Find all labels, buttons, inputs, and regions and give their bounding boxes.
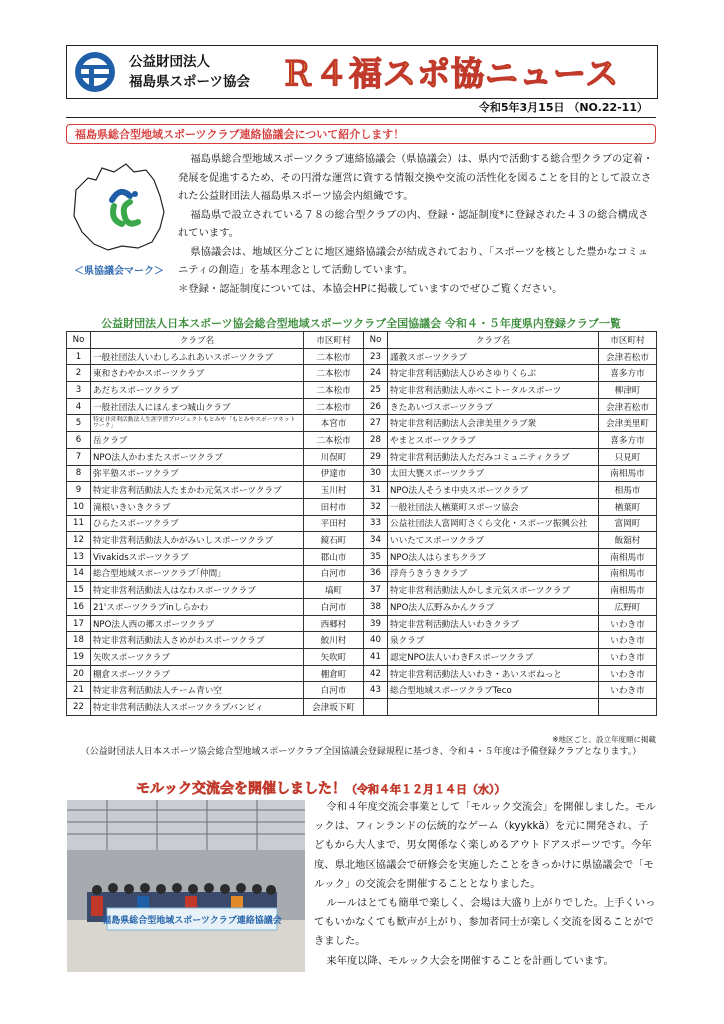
club-table <box>66 331 657 716</box>
club-name: 太田大甕スポーツクラブ <box>388 465 599 482</box>
club-name: 一般社団法人にほんまつ城山クラブ <box>91 398 304 415</box>
club-city: 二本松市 <box>304 432 364 449</box>
page-header <box>66 45 658 99</box>
table-row <box>67 565 657 582</box>
header-club-right: クラブ名 <box>388 332 599 349</box>
table-row <box>67 548 657 565</box>
table-row <box>67 599 657 616</box>
club-number: 8 <box>67 465 91 482</box>
club-name: 特定非営利活動法人はなわスポーツクラブ <box>91 582 304 599</box>
table-row <box>67 665 657 682</box>
club-name: 公益社団法人富岡町さくら文化・スポーツ振興公社 <box>388 515 599 532</box>
club-number: 32 <box>364 498 388 515</box>
club-name: NPO法人西の郷スポーツクラブ <box>91 615 304 632</box>
club-city: 楢葉町 <box>599 498 657 515</box>
club-city: 二本松市 <box>304 398 364 415</box>
club-name: NPO法人かわまたスポーツクラブ <box>91 448 304 465</box>
club-city: 西郷村 <box>304 615 364 632</box>
section2-body <box>314 798 656 971</box>
club-name: 棚倉スポーツクラブ <box>91 665 304 682</box>
club-number: 25 <box>364 382 388 399</box>
table-row <box>67 365 657 382</box>
club-number: 15 <box>67 582 91 599</box>
club-city: 本宮市 <box>304 415 364 432</box>
club-city: 鮫川村 <box>304 632 364 649</box>
section1-paragraph-3: 県協議会は、地域区分ごとに地区連絡協議会が結成されており、「スポーツを核とした豊かなコミュニティの創造」を基本理念として活動しています。 <box>178 245 648 276</box>
club-number: 29 <box>364 448 388 465</box>
club-name: あだちスポーツクラブ <box>91 382 304 399</box>
club-name: 矢吹スポーツクラブ <box>91 649 304 666</box>
section1-body <box>178 150 654 298</box>
table-row <box>67 615 657 632</box>
club-city: 相馬市 <box>599 482 657 499</box>
club-name: 特定非営利活動法人チーム青い空 <box>91 682 304 699</box>
club-number: 35 <box>364 548 388 565</box>
club-number: 19 <box>67 649 91 666</box>
club-name: 弥平塾スポーツクラブ <box>91 465 304 482</box>
club-number: 38 <box>364 599 388 616</box>
club-city: 田村市 <box>304 498 364 515</box>
club-name: NPO法人広野みかんクラブ <box>388 599 599 616</box>
table-note: ※地区ごと、設立年度順に掲載 <box>552 735 656 744</box>
section2-paragraph-2: ルールはとても簡単で楽しく、会場は大盛り上がりでした。上手くいってもいかなくても歓声が上がり、参加者同士が楽しく交流を図ることができました。 <box>314 897 656 948</box>
club-number: 26 <box>364 398 388 415</box>
event-group-photo <box>67 800 305 972</box>
club-name: 総合型地域スポーツクラブTeco <box>388 682 599 699</box>
club-number: 9 <box>67 482 91 499</box>
club-city: 広野町 <box>599 599 657 616</box>
club-number: 27 <box>364 415 388 432</box>
club-city: 郡山市 <box>304 548 364 565</box>
table-row <box>67 398 657 415</box>
club-number: 6 <box>67 432 91 449</box>
club-city: 矢吹町 <box>304 649 364 666</box>
club-name: 特定非営利活動法人赤べこトータルスポーツ <box>388 382 599 399</box>
club-city: 南相馬市 <box>599 465 657 482</box>
table-row <box>67 532 657 549</box>
club-name: 総合型地域スポーツクラブ｢仲間｣ <box>91 565 304 582</box>
club-city: 棚倉町 <box>304 665 364 682</box>
club-number: 4 <box>67 398 91 415</box>
club-city: 南相馬市 <box>599 582 657 599</box>
table-row <box>67 682 657 699</box>
club-name: 岳クラブ <box>91 432 304 449</box>
club-number: 14 <box>67 565 91 582</box>
photo-banner-text: 福島県総合型地域スポーツクラブ連絡協議会 <box>102 916 282 926</box>
club-name: Vivakidsスポーツクラブ <box>91 548 304 565</box>
club-city: 南相馬市 <box>599 565 657 582</box>
club-number: 36 <box>364 565 388 582</box>
club-city: 喜多方市 <box>599 365 657 382</box>
club-number: 39 <box>364 615 388 632</box>
club-city: 柳津町 <box>599 382 657 399</box>
club-name: 泉クラブ <box>388 632 599 649</box>
club-city: いわき市 <box>599 682 657 699</box>
club-number: 43 <box>364 682 388 699</box>
club-city: 平田村 <box>304 515 364 532</box>
club-name: 滝根いきいきクラブ <box>91 498 304 515</box>
club-city: いわき市 <box>599 665 657 682</box>
association-logo-icon <box>73 50 117 94</box>
club-number: 16 <box>67 599 91 616</box>
club-city: 富岡町 <box>599 515 657 532</box>
club-number: 34 <box>364 532 388 549</box>
club-name: NPO法人はらまちクラブ <box>388 548 599 565</box>
club-number: 5 <box>67 415 91 432</box>
club-city: 塙町 <box>304 582 364 599</box>
header-city-right: 市区町村 <box>599 332 657 349</box>
club-city: 会津美里町 <box>599 415 657 432</box>
club-city: 玉川村 <box>304 482 364 499</box>
section1-paragraph-4: ＊登録・認証制度については、本協会HPに掲載していますのでぜひご覧ください。 <box>178 282 563 295</box>
section2-date: （令和４年１２月１４日（水）） <box>346 783 506 796</box>
club-table-header-row <box>67 332 657 349</box>
club-number: 22 <box>67 699 91 716</box>
club-city: 白河市 <box>304 565 364 582</box>
club-number: 37 <box>364 582 388 599</box>
section2-paragraph-1: 令和４年度交流会事業として「モルック交流会」を開催しました。モルックは、フィンランドの伝統的なゲーム（kyykkä）を元に開発され、子どもから大人まで、男女関係なく楽しめるアウトドアスポーツです。今年度、県北地区協議会で研修会を実施したことをきっかけに県協議会で「モルック」の交流会を開催することとなりました。 <box>314 801 656 890</box>
club-city: 二本松市 <box>304 348 364 365</box>
club-number: 31 <box>364 482 388 499</box>
table-row <box>67 515 657 532</box>
org-line-2: 福島県スポーツ協会 <box>129 74 250 90</box>
club-name: 特定非営利活動法人ひめさゆりくらぶ <box>388 365 599 382</box>
club-number: 42 <box>364 665 388 682</box>
header-no-left: No <box>67 332 91 349</box>
club-name: ひらたスポーツクラブ <box>91 515 304 532</box>
table-row <box>67 415 657 432</box>
club-name: 特定非営利活動法人かしま元気スポーツクラブ <box>388 582 599 599</box>
club-city: 会津若松市 <box>599 348 657 365</box>
club-name: 特定非営利活動法人スポーツクラブバンビィ <box>91 699 304 716</box>
club-name: 特定非営利活動法人たまかわ元気スポーツクラブ <box>91 482 304 499</box>
section2-title: モルック交流会を開催しました！ <box>136 781 346 797</box>
club-number: 28 <box>364 432 388 449</box>
club-city: 喜多方市 <box>599 432 657 449</box>
issue-date-text: 令和5年3月15日 （NO.22-11） <box>478 101 648 114</box>
club-number: 33 <box>364 515 388 532</box>
club-number: 24 <box>364 365 388 382</box>
club-number: 13 <box>67 548 91 565</box>
club-name: いいたてスポーツクラブ <box>388 532 599 549</box>
club-name: NPO法人そうま中央スポーツクラブ <box>388 482 599 499</box>
header-city-left: 市区町村 <box>304 332 364 349</box>
club-name: きたあいづスポーツクラブ <box>388 398 599 415</box>
club-number: 3 <box>67 382 91 399</box>
club-city: 伊達市 <box>304 465 364 482</box>
club-name: 特定非営利活動法人かがみいしスポーツクラブ <box>91 532 304 549</box>
club-city: 会津若松市 <box>599 398 657 415</box>
header-no-right: No <box>364 332 388 349</box>
club-city: 白河市 <box>304 682 364 699</box>
issue-date <box>66 98 656 118</box>
table-row <box>67 348 657 365</box>
table-row <box>67 582 657 599</box>
club-name: 特定非営利活動法人会津美里クラブ衆 <box>388 415 599 432</box>
club-number: 30 <box>364 465 388 482</box>
club-name: 特定非営利活動法人いわき・あいスポねっと <box>388 665 599 682</box>
club-city: 南相馬市 <box>599 548 657 565</box>
newsletter-title: Ｒ４福スポ協ニュース <box>281 54 620 93</box>
club-city: 飯舘村 <box>599 532 657 549</box>
table-row <box>67 498 657 515</box>
table-row <box>67 649 657 666</box>
club-number: 18 <box>67 632 91 649</box>
club-number: 7 <box>67 448 91 465</box>
table-row <box>67 632 657 649</box>
club-number: 2 <box>67 365 91 382</box>
club-city: いわき市 <box>599 649 657 666</box>
club-number: 40 <box>364 632 388 649</box>
table-row <box>67 482 657 499</box>
club-table-title: 公益財団法人日本スポーツ協会総合型地域スポーツクラブ全国協議会 令和４・５年度県内登録クラブ一覧 <box>101 317 621 330</box>
club-number: 23 <box>364 348 388 365</box>
club-city: 只見町 <box>599 448 657 465</box>
club-name: 浮舟うきうきクラブ <box>388 565 599 582</box>
club-number: 1 <box>67 348 91 365</box>
prefecture-map-mark-icon <box>68 150 178 260</box>
section1-paragraph-1: 福島県総合型地域スポーツクラブ連絡協議会（県協議会）は、県内で活動する総合型クラブの定着・発展を促進するため、その円滑な運営に資する情報交換や交流の活性化を図ることを目的として設立された公益財団法人福島県スポーツ協会内組織です。 <box>178 153 654 202</box>
club-name: 特定非営利活動法人さめがわスポーツクラブ <box>91 632 304 649</box>
club-number: 11 <box>67 515 91 532</box>
club-name: 特定非営利活動法人ただみコミュニティクラブ <box>388 448 599 465</box>
club-name: 一般社団法人楢葉町スポーツ協会 <box>388 498 599 515</box>
club-name: 一般社団法人いわしろふれあいスポーツクラブ <box>91 348 304 365</box>
org-line-1: 公益財団法人 <box>129 54 210 70</box>
section1-heading: 福島県総合型地域スポーツクラブ連絡協議会について紹介します！ <box>66 124 656 144</box>
club-number: 21 <box>67 682 91 699</box>
organization-name <box>129 52 250 92</box>
table-footnote: （公益財団法人日本スポーツ協会総合型地域スポーツクラブ全国協議会登録規程に基づき、令和４・５年度は予備登録クラブとなります。） <box>80 747 642 757</box>
club-city: 川俣町 <box>304 448 364 465</box>
club-name: やまとスポーツクラブ <box>388 432 599 449</box>
club-name: 認定NPO法人いわきFスポーツクラブ <box>388 649 599 666</box>
club-number <box>364 699 388 716</box>
club-number: 41 <box>364 649 388 666</box>
club-city: いわき市 <box>599 632 657 649</box>
club-city <box>599 699 657 716</box>
table-row <box>67 432 657 449</box>
table-row <box>67 382 657 399</box>
map-caption: ＜県協議会マーク＞ <box>74 266 164 277</box>
club-number: 12 <box>67 532 91 549</box>
club-name: 特定非営利活動法人生涯学習プロジェクトもとみや「もとみやスポーツネットワーク」 <box>91 415 304 432</box>
club-name: 謹教スポーツクラブ <box>388 348 599 365</box>
club-number: 17 <box>67 615 91 632</box>
club-city: 白河市 <box>304 599 364 616</box>
club-number: 10 <box>67 498 91 515</box>
section2-paragraph-3: 来年度以降、モルック大会を開催することを計画しています。 <box>326 954 614 967</box>
table-row <box>67 448 657 465</box>
club-city: 鏡石町 <box>304 532 364 549</box>
club-name <box>388 699 599 716</box>
club-name: 21'スポーツクラブinしらかわ <box>91 599 304 616</box>
table-row <box>67 699 657 716</box>
club-city: いわき市 <box>599 615 657 632</box>
club-name: 特定非営利活動法人いわきクラブ <box>388 615 599 632</box>
club-city: 二本松市 <box>304 382 364 399</box>
club-city: 会津坂下町 <box>304 699 364 716</box>
header-club-left: クラブ名 <box>91 332 304 349</box>
table-row <box>67 465 657 482</box>
club-city: 二本松市 <box>304 365 364 382</box>
section2-heading <box>136 778 506 798</box>
club-number: 20 <box>67 665 91 682</box>
section1-paragraph-2: 福島県で設立されている７８の総合型クラブの内、登録・認証制度*に登録された４３の総合構成されています。 <box>178 208 649 239</box>
club-name: 東和さわやかスポーツクラブ <box>91 365 304 382</box>
